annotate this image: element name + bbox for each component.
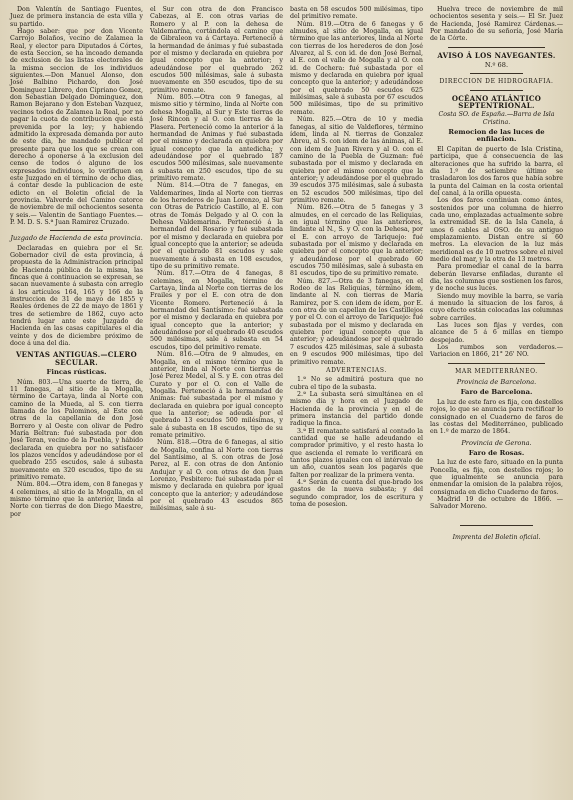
section-subheading: Remocion de las luces de enfilacion.: [448, 128, 545, 144]
section-subtitle: Juzgado de Hacienda de esta provincia.: [10, 234, 143, 243]
paragraph: Las luces son fijas y verdes, con alcance de 5 á 6 millas en tiempo despejado.: [430, 322, 563, 344]
paragraph: el Sur con otra de don Francisco Cabezas, al E. con otras varias de Romero y al P. con la dehesa de Valdemarina, cortándola el camino que de Gibraleon va á Cartaya. Pertenecíó á la hermandad de ánimas y fué subastada por el mismo y declarada en quiebra por igual concepto que la anterior; y adeudándose por el quebrado 262 escudos 500 milésimas, sale á subasta nuevamente en 350 escudos, tipo de su primitivo remate.: [150, 6, 283, 94]
advertencia-3: 3.ª El rematante satisfará al contado la cantidad que se halle adeudando el comprador primitivo, y el resto hasta lo que ascienda el remate lo verificará en tantos plazos iguales con el intérvalo de un año, cuantos sean los pagarés que falten por realizar de la primera venta.: [290, 427, 423, 479]
paragraph: La luz de este faro es fija, con destellos rojos, lo que se anuncia para rectificar lo consignado en el Cuaderno de faros de las costas del Mediterráneo, publicado en 1.º de marzo de 1864.: [430, 398, 563, 436]
paragraph: Núm. 818.—Otra de 6 fanegas, al sitio de Mogalla, confina al Norte con tierras del Santísimo, al S. con otras de José Perez, al E. con otras de don Antonio Andujar y al O. con otras de don Juan Lorenzo, Pesbitero: fué subastada por el mismo y declarada en quiebra por igual concepto que la anterior; y adeudándose por el quebrado 43 escudos 865 milésimas, sale á su-: [150, 439, 283, 513]
paragraph: Siendo muy movible la barra, se varía á menudo la situacion de los faros, á cuyo efecto están colocadas las columnas sobre carriles.: [430, 292, 563, 322]
paragraph: Declaradas en quiebra por el Sr. Gobernador civil de esta provincia, á propuesta de la Administracion principal de Hacienda pública de la misma, las fincas que á continuacion se expresan, se sacan nuevamente á subasta con arreglo á los artículos 164, 165 y 166 de la instruccion de 31 de mayo de 1855 y Reales órdenes de 22 de mayo de 1861 y tres de setiembre de 1862, cuyo acto tendrá lugar ante este Juzgado de Hacienda en las casas capitulares el dia veinte y dos de diciembre próximo de doce á una del dia.: [10, 244, 143, 348]
paragraph: El Capitan de puerto de Isla Cristina, participa, que á consecuencia de las alteraciones que ha sufrido la barra, el dia 1.º de setiembre último se trasladaron los dos faros que había sobre la punta del Caiman en la costa oriental del canal, á la orilla opuesta.: [430, 145, 563, 197]
printer-imprint: Imprenta del Boletin oficial.: [452, 533, 541, 541]
paragraph: Núm. 805.—Otra con 9 fanegas, al mismo sitio y término, linda al Norte con dehesa Mogalla, al Sur y Este tierras de José Rincon y al O. con tierras de la Plasera. Perteneció como la anterior á la hermandad de Animas y fué subastada por el mismo y declarada en quiebra por igual concepto que la antedicha; y adeudándose por el quebrado 187 escudos 500 milésimas, sale nuevamente á subasta en 250 escudos, tipo de su primitivo remate.: [150, 94, 283, 182]
column-1: [10, 6, 143, 518]
coast-line: Costa SO. de España.—Barra de Isla Cristina.: [438, 111, 555, 126]
paragraph: Don Valentín de Santiago Fuentes, Juez de primera instancia de esta villa y su partido.: [10, 6, 143, 28]
notice-number: N.º 68.: [484, 61, 509, 70]
paragraph: Hago saber: que por don Vicente Carrojo Bolaños, vecino de Zalamea la Real, y elector para Diputados á Córtes, de esta Seccion, se ha incoado demanda de exclusion de las listas electorales de la misma seccion de los individuos siguientes.—Don Manuel Alonso, don José Balbino Pichardo, don José Dominguez Librero, don Cipriano Gomez, don Sebastian Delgado Dominguez, don Ramon Bejarano y don Esteban Vazquez, vecinos todos de Zalamea la Real, por no pagar la cuota de contribucion que está prevenida por la ley; y habiendo admitido la expresada demanda por auto de este dia, he mandado publicar el presente para que los que se crean con derecho á oponerse á la exclusion del censo de todos ó alguno de los expresados individuos, lo verifiquen en este Juzgado en el término de ocho dias, á contar desde la publicacion de este edicto en el Boletin oficial de la provincia. Valverde del Camino catorce de noviembre de mil ochocientos sesenta y seis.— Valentin de Santiago Fuentes.— P. M. D. S. S.ª Juan Ramirez Cruzado.: [10, 28, 143, 226]
advertencia-2: 2.ª La subasta será simultánea en el mismo dia y hora en el Juzgado de Hacienda de la provincia y en el de primera instancia del partido donde radique la finca.: [290, 390, 423, 428]
section-heading: VENTAS ANTIGUAS.—CLERO SECULAR.: [15, 350, 138, 367]
divider: [470, 73, 523, 74]
paragraph: Núm. 826.—Otra de 5 fanegas y 3 almudes, en el cercado de las Reliquias, en igual término que las anteriores, lindante al N., S. y O. con la Dehesa, por el E. con arroyo de Tariquejo: fué subastada por el mismo y declarada en quiebra por el concepto que la anterior; y adeudándose por el quebrado 60 escudos 750 milésimas, sale á subasta en 81 escudos, tipo de su primitivo remate.: [290, 204, 423, 278]
lighthouse-heading: Faro de Rosas.: [468, 448, 525, 457]
paragraph: Núm. 814.—Otra de 7 fanegas, en Valdemarines, linda al Norte con tierras de los herederos de Juan Lorenzo, al Sur con Otras de Patricio Castillo, al E. con otras de Tomás Delgado y al O. con la Dehesa Valdemarina. Perteneció á la hermandad del Rosario y fué subastada por el mismo y declarada en quiebra por igual concepto que la anterior; se adeuda por el quebrado 81 escudos y sale nuevamente á subasta en 108 escudos, tipo de su primitivo remate.: [150, 182, 283, 271]
section-subheading: Fincas rústicas.: [46, 368, 107, 377]
advertencia-1: 1.ª No se admitirá postura que no cubra el tipo de la subasta.: [290, 376, 423, 391]
paragraph: Núm. 803.—Una suerte de tierra, de 11 fanegas, al sitio de la Mogalla, término de Cartaya, linda al Norte con camino de la Mueda, al S. con tierra llamada de los Palominos, al Este con otras de la capellania de don José Borrero y al Oeste con olivar de Pedro María Beltran: fué subastada por don José Teran, vecino de la Puebla, y hábido declarada en quiebra por no satisfacer los plazos vencidos y adeudándose por el quebrado 255 escudos, sale á subasta nuevamente en 320 escudos, tipo de su primitivo remate.: [10, 378, 143, 481]
paragraph: Los rumbos son verdaderos.— Variacion en 1866, 21° 26' NO.: [430, 344, 563, 359]
paragraph: Núm. 819.—Otra de 6 fanegas y 6 almudes, al sitio de Mogalla, en igual término que las anteriores, linda al Norte con tierras de los herederos de don José Alvarez, al S. con id. de don José Bernal, al E. con el valle de Mogalla y al O. con id. de Cochera: fué subastada por el mismo y declarada en quiebra por igual concepto que la anterior; y adeudándose por el quebrado 50 escudos 625 milésimas, sale á subasta por 67 escudos 500 milésimas, tipo de su primitivo remate.: [290, 20, 423, 116]
paragraph: Núm. 817.—Otra de 4 fanegas, 8 celemines, en Mogalla, término de Cartaya, linda al Norte con tierras de los Frailes y por el E. con otra de don Vicente Romero. Pertenecíó á la hermandad del Santísimo: fué subastada por el mismo y declarada en quiebra por igual concepto que la anterior; y adeudándose por el quebrado 40 escudos 500 milésimas, sale á subasta en 54 escudos, tipo del primitivo remate.: [150, 270, 283, 351]
advertencia-4: 4.ª Serán de cuenta del que-brado los gastos de la nueva subasta; y del segundo comprador, los de escritura y toma de posesion.: [290, 479, 423, 509]
paragraph: Núm. 816.—Otra de 9 almudes, en Mogalla, en el mismo término que la anterior, linda al Norte con tierras de José Perez Medel, al S. y E. con otras del Curato y por el O. con el Valle de Mogalla. Perteneció á la hermandad de Animas: fué subastada por el mismo y declarada en quiebra por igual concepto que la anterior; se adeuda por el quebrado 13 escudos 500 milésimas, y sale á subasta en 18 escudos, tipo de su remate primitivo.: [150, 351, 283, 439]
divider: [448, 363, 545, 364]
paragraph: Para promediar el canal de la barra deberán llevarse enfiladas, durante el dia, las columnas que sostienen los faros, y de noche sus luces.: [430, 263, 563, 293]
column-4: [430, 6, 563, 541]
divider: [460, 525, 533, 526]
lighthouse-heading: Faro de Barcelona.: [460, 388, 533, 397]
divider: [448, 47, 545, 48]
column-2: [150, 6, 283, 513]
advertencias-heading: ADVERTENCIAS.: [326, 366, 387, 374]
section-heading: DIRECCION DE HIDROGRAFIA.: [439, 78, 554, 86]
sea-heading: MAR MEDITERRÁNEO.: [455, 367, 538, 375]
divider: [470, 90, 523, 91]
province-heading: Provincia de Gerona.: [461, 438, 532, 447]
paragraph: Huelva trece de noviembre de mil ochocientos sesenta y seis.— El Sr. Juez de Hacienda, José Ramirez Cárdenas.—Por mandado de su señoría, José María de la Córte.: [430, 6, 563, 43]
paragraph: Núm. 825.—Otra de 10 y media fanegas, al sitio de Valdeflores, término ídem, linda al N. tierras de Gonzalez Abreu, al S. con idem de las ánimas, al E. con idem de Juan Rivera y al O. con el camino de la Puebla de Guzman: fué subastada por el mismo y declarada en quiebra por el mismo concepto que la anterior; y adeudándose por el quebrado 39 escudos 375 milésimas, sale á subasta en 52 escudos 500 milésimas, tipo del primitivo remate.: [290, 116, 423, 204]
signature-line: Madrid 19 de octubre de 1866. —Salvador Moreno.: [430, 495, 563, 511]
column-3: [290, 6, 423, 508]
paragraph: La luz de este faro, situado en la punta Poncella, es fija, con destellos rojos; lo que igualmente se anuncia para enmendar la omision de la palabra rojos, consignada en dicho Cuaderno de faros.: [430, 459, 563, 496]
ocean-heading: OCÉANO ATLÁNTICO SEPTENTRIONAL.: [451, 93, 542, 111]
province-heading: Provincia de Barcelona.: [456, 378, 537, 387]
paragraph: Núm. 804.—Otra idem, con 8 fanegas y 4 celemines, al sitio de la Mogalla, en el mismo término que la anterior, linda al Norte con tierras de don Diego Maestre, por: [10, 481, 143, 518]
paragraph: Los dos faros continúan como ántes, sostenidos por una columna de hierro cada uno, emplazadas actualmente sobre la extremidad SE. de la Isla Canela, á unos 6 cables al OSO. de su antiguo emplazamiento. Distan entre sí 60 metros. La elevacion de la luz más meridional es de 10 metros sobre el nivel medio del mar, y la otra de 13 metros.: [430, 197, 563, 263]
paragraph: Núm. 827.—Otra de 3 fanegas, en el Rodeo de las Reliquias, término ídem, lindante al N. con tierras de María Ramirez, por S. con idem de ídem, por E. con otra de un capellan de los Castillejos y por el O. con el arroyo de Tariquejo: fué subastada por el mismo y declarada en quiebra por igual concepto que la anterior; y adeudándose por el quebrado 7 escudos 425 milésimas, sale á subasta en 9 escudos 900 milésimas, tipo del primitivo remate.: [290, 277, 424, 366]
divider: [50, 230, 103, 231]
paragraph: basta en 58 escudos 500 milésimas, tipo del primitivo remate.: [290, 6, 423, 21]
section-heading: AVISO Á LOS NAVEGANTES.: [437, 50, 556, 60]
